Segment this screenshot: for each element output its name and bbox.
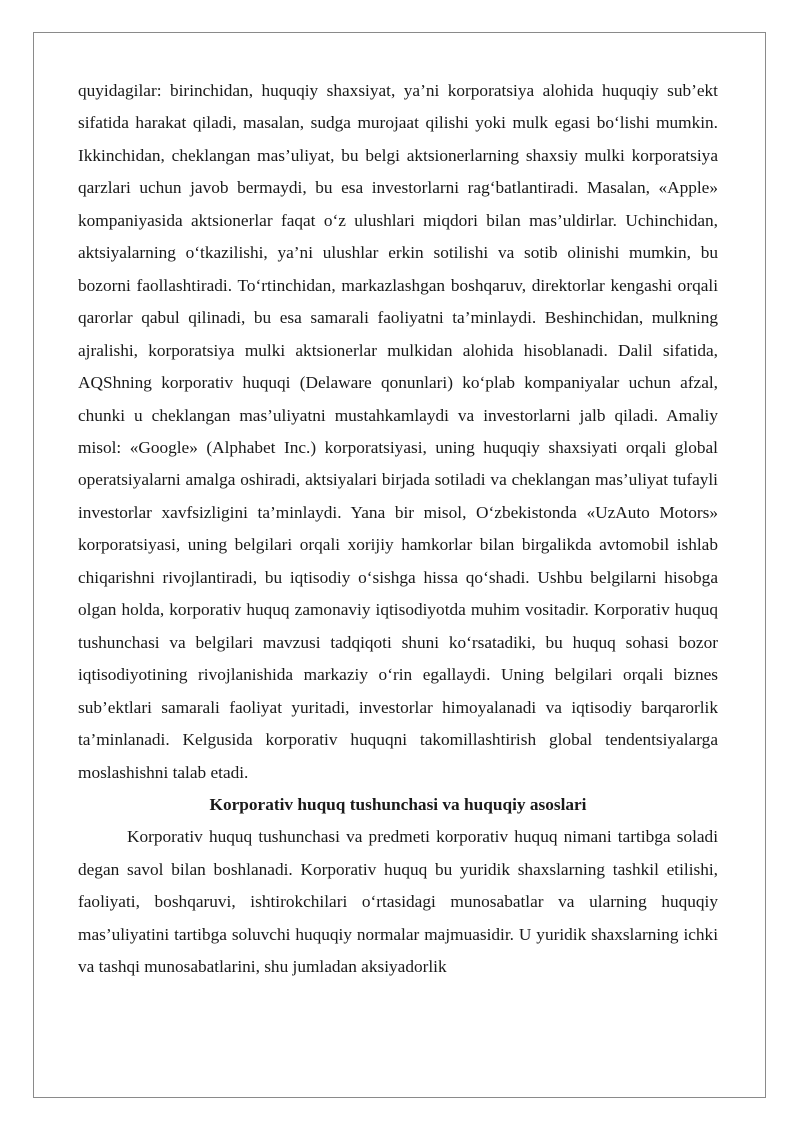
section-heading: Korporativ huquq tushunchasi va huquqiy asoslari [209,794,587,814]
body-paragraph-2: Korporativ huquq tushunchasi va predmeti korporativ huquq nimani tartibga soladi degan savol bilan boshlanadi. Korporativ huquq bu yuridik shaxslarning tashkil etilishi, faoliyati, boshqaruvi, ishtirokchilari o‘rtasidagi munosabatlar va ularning huquqiy mas’uliyatini tartibga soluvchi huquqiy normalar majmuasidir. U yuridik shaxslarning ichki va tashqi munosabatlarini, shu jumladan aksiyadorlik [78,827,718,977]
document-page [33,32,766,1098]
page-content [78,75,718,984]
body-paragraph-1: quyidagilar: birinchidan, huquqiy shaxsiyat, ya’ni korporatsiya alohida huquqiy sub’ekt sifatida harakat qiladi, masalan, sudga murojaat qilishi yoki mulk egasi bo‘lishi mumkin. Ikkinchidan, cheklangan mas’uliyat, bu belgi aktsionerlarning shaxsiy mulki korporatsiya qarzlari uchun javob bermaydi, bu esa investorlarni rag‘batlantiradi. Masalan, «Apple» kompaniyasida aktsionerlar faqat o‘z ulushlari miqdori bilan mas’uldirlar. Uchinchidan, aktsiyalarning o‘tkazilishi, ya’ni ulushlar erkin sotilishi va sotib olinishi mumkin, bu bozorni faollashtiradi. To‘rtinchidan, markazlashgan boshqaruv, direktorlar kengashi orqali qarorlar qabul qilinadi, bu esa samarali faoliyatni ta’minlaydi. Beshinchidan, mulkning ajralishi, korporatsiya mulki aktsionerlar mulkidan alohida hisoblanadi. Dalil sifatida, AQShning korporativ huquqi (Delaware qonunlari) ko‘plab kompaniyalar uchun afzal, chunki u cheklangan mas’uliyatni mustahkamlaydi va investorlarni jalb qiladi. Amaliy misol: «Google» (Alphabet Inc.) korporatsiyasi, uning huquqiy shaxsiyati orqali global operatsiyalarni amalga oshiradi, aktsiyalari birjada sotiladi va cheklangan mas’uliyat tufayli investorlar xavfsizligini ta’minlaydi. Yana bir misol, O‘zbekistonda «UzAuto Motors» korporatsiyasi, uning belgilari orqali xorijiy hamkorlar bilan birgalikda avtomobil ishlab chiqarishni rivojlantiradi, bu iqtisodiy o‘sishga hissa qo‘shadi. Ushbu belgilarni hisobga olgan holda, korporativ huquq zamonaviy iqtisodiyotda muhim vositadir. Korporativ huquq tushunchasi va belgilari mavzusi tadqiqoti shuni ko‘rsatadiki, bu huquq sohasi bozor iqtisodiyotining rivojlanishida markaziy o‘rin egallaydi. Uning belgilari orqali biznes sub’ektlari samarali faoliyat yuritadi, investorlar himoyalanadi va iqtisodiy barqarorlik ta’minlanadi. Kelgusida korporativ huquqni takomillashtirish global tendentsiyalarga moslashishni talab etadi. [78,81,718,782]
